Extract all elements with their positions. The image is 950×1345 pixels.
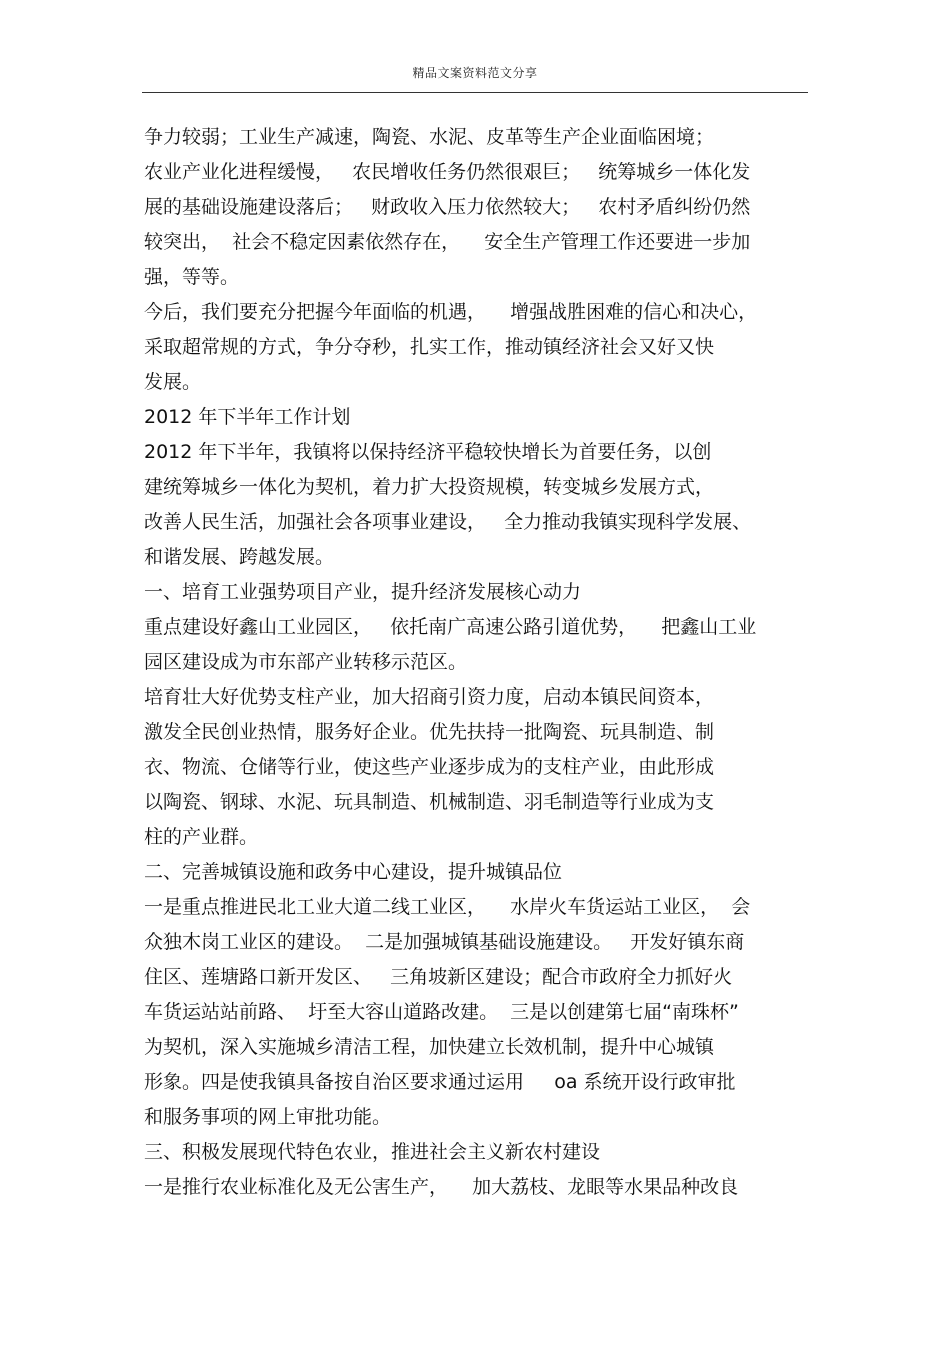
text-line: 展的基础设施建设落后； 财政收入压力依然较大； 农村矛盾纠纷仍然: [144, 196, 751, 218]
text-line: 柱的产业群。: [144, 826, 259, 848]
text-line: 采取超常规的方式，争分夺秒，扎实工作，推动镇经济社会又好又快: [144, 336, 715, 358]
header-divider: [142, 92, 808, 93]
text-line: 今后，我们要充分把握今年面临的机遇， 增强战胜困难的信心和决心，: [144, 301, 758, 323]
text-line: 和谐发展、跨越发展。: [144, 546, 335, 568]
section-heading: 二、完善城镇设施和政务中心建设，提升城镇品位: [144, 861, 563, 883]
text-line: 园区建设成为市东部产业转移示范区。: [144, 651, 468, 673]
text-line: 较突出， 社会不稳定因素依然存在， 安全生产管理工作还要进一步加: [144, 231, 751, 253]
text-line: 争力较弱；工业生产减速，陶瓷、水泥、皮革等生产企业面临困境；: [144, 126, 715, 148]
text-line: 和服务事项的网上审批功能。: [144, 1106, 392, 1128]
text-line: 车货运站站前路、 圩至大容山道路改建。 三是以创建第七届“南珠杯”: [144, 1001, 739, 1023]
text-line: 一是推行农业标准化及无公害生产， 加大荔枝、龙眼等水果品种改良: [144, 1176, 739, 1198]
text-line: 激发全民创业热情，服务好企业。优先扶持一批陶瓷、玩具制造、制: [144, 721, 715, 743]
text-line: 以陶瓷、钢球、水泥、玩具制造、机械制造、羽毛制造等行业成为支: [144, 791, 715, 813]
text-line: 为契机，深入实施城乡清洁工程，加快建立长效机制，提升中心城镇: [144, 1036, 715, 1058]
text-line: 住区、莲塘路口新开发区、 三角坡新区建设；配合市政府全力抓好火: [144, 966, 733, 988]
text-line: 建统筹城乡一体化为契机，着力扩大投资规模，转变城乡发展方式，: [144, 476, 715, 498]
text-line: 培育壮大好优势支柱产业，加大招商引资力度，启动本镇民间资本，: [144, 686, 715, 708]
text-line: 改善人民生活，加强社会各项事业建设， 全力推动我镇实现科学发展、: [144, 511, 752, 533]
page-header-title: 精品文案资料范文分享: [412, 66, 538, 80]
text-line: 2012 年下半年，我镇将以保持经济平稳较快增长为首要任务，以创: [144, 441, 712, 463]
text-line: 强，等等。: [144, 266, 240, 288]
section-heading: 一、培育工业强势项目产业，提升经济发展核心动力: [144, 581, 582, 603]
section-heading: 三、积极发展现代特色农业，推进社会主义新农村建设: [144, 1141, 601, 1163]
text-line: 众独木岗工业区的建设。 二是加强城镇基础设施建设。 开发好镇东商: [144, 931, 745, 953]
text-line: 重点建设好鑫山工业园区， 依托南广高速公路引道优势， 把鑫山工业: [144, 616, 757, 638]
text-line: 农业产业化进程缓慢， 农民增收任务仍然很艰巨； 统筹城乡一体化发: [144, 161, 751, 183]
section-title: 2012 年下半年工作计划: [144, 406, 351, 428]
text-line: 形象。四是使我镇具备按自治区要求通过运用 oa 系统开设行政审批: [144, 1071, 736, 1093]
text-line: 衣、物流、仓储等行业，使这些产业逐步成为的支柱产业，由此形成: [144, 756, 715, 778]
document-body: [144, 120, 808, 1205]
text-line: 发展。: [144, 371, 202, 393]
text-line: 一是重点推进民北工业大道二线工业区， 水岸火车货运站工业区， 会: [144, 896, 751, 918]
